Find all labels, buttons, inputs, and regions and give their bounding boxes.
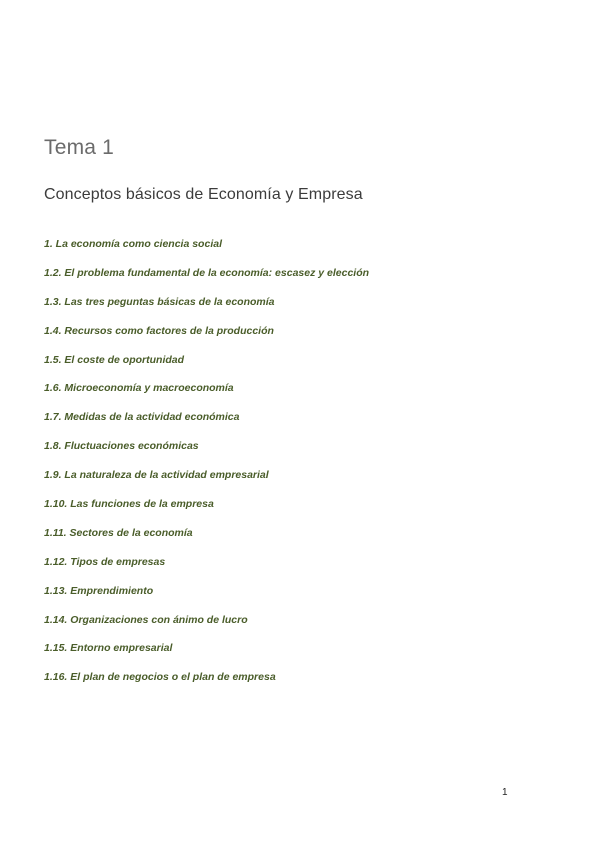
toc-item: 1.12. Tipos de empresas: [44, 555, 166, 568]
toc-item: 1.10. Las funciones de la empresa: [44, 498, 214, 511]
toc-item: 1.13. Emprendimiento: [44, 584, 154, 597]
toc-item: 1.15. Entorno empresarial: [44, 642, 173, 655]
toc-item: 1.8. Fluctuaciones económicas: [44, 440, 199, 453]
toc-item: 1.9. La naturaleza de la actividad empresarial: [44, 469, 269, 482]
toc-item: 1.2. El problema fundamental de la economía: escasez y elección: [44, 266, 370, 279]
toc-item: 1.5. El coste de oportunidad: [44, 353, 185, 366]
toc-item: 1.4. Recursos como factores de la producción: [44, 324, 274, 337]
toc-item: 1.14. Organizaciones con ánimo de lucro: [44, 613, 248, 626]
table-of-contents: [44, 236, 369, 698]
toc-item: 1. La economía como ciencia social: [44, 238, 222, 250]
toc-item: 1.7. Medidas de la actividad económica: [44, 411, 240, 424]
toc-item: 1.11. Sectores de la economía: [44, 526, 193, 539]
chapter-title: Tema 1: [44, 136, 115, 159]
toc-item: 1.16. El plan de negocios o el plan de empresa: [44, 671, 276, 684]
chapter-subtitle: Conceptos básicos de Economía y Empresa: [44, 186, 363, 203]
page-number: 1: [502, 787, 508, 798]
toc-item: 1.6. Microeconomía y macroeconomía: [44, 382, 234, 395]
toc-item: 1.3. Las tres peguntas básicas de la economía: [44, 295, 275, 308]
